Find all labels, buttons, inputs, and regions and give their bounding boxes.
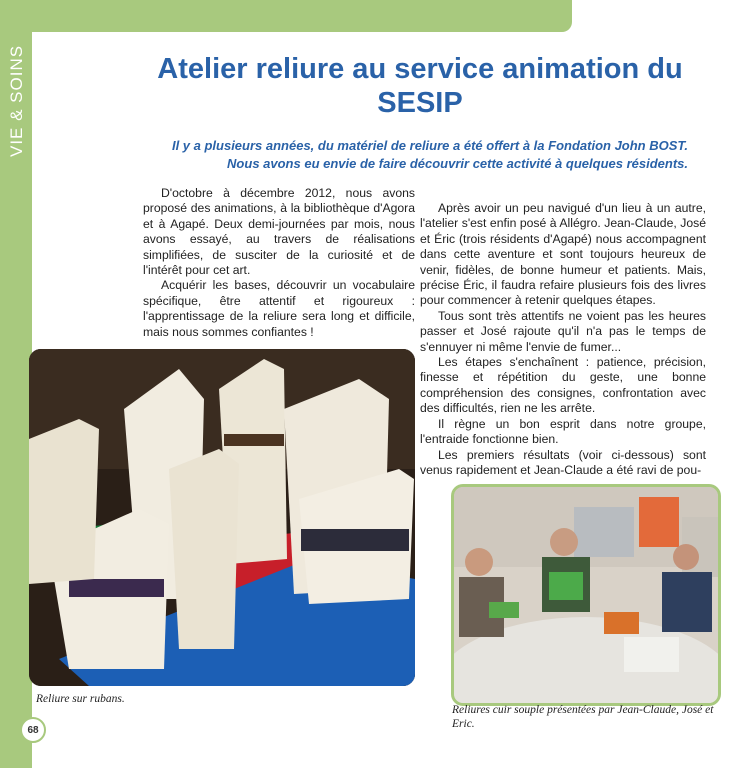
paragraph: Il règne un bon esprit dans notre groupe, l'entraide fonctionne bien. <box>420 416 706 447</box>
left-column <box>143 186 415 340</box>
group-photo-caption: Reliures cuir souple présentées par Jean-Claude, José et Eric. <box>452 704 714 730</box>
top-green-band <box>0 0 572 32</box>
paragraph: Les étapes s'enchaînent : patience, précision, finesse et répétition du geste, une bonne compréhension des consignes, confrontation avec des difficultés, rien ne les arrête. <box>420 355 706 416</box>
books-photo <box>29 349 415 686</box>
paragraph: Après avoir un peu navigué d'un lieu à un autre, l'atelier s'est enfin posé à Allégro. Jean-Claude, José et Éric (trois résidents d'Agapé) nous accompagnent dans cette aventure et sont toujours heureux de venir, fidèles, de bonne humeur et patients. Mais, précise Éric, il faudra refaire plusieurs fois des livres pour commencer à retenir quelques étapes. <box>420 201 706 308</box>
paragraph: Les premiers résultats (voir ci-dessous) sont venus rapidement et Jean-Claude a été ravi de pou- <box>420 447 706 477</box>
right-column <box>420 201 706 478</box>
paragraph: Tous sont très attentifs ne voient pas les heures passer et José rajoute qu'il n'a pas le temps de s'ennuyer ni même l'envie de fumer... <box>420 308 706 354</box>
page-number: 68 <box>20 717 46 743</box>
group-photo <box>451 484 721 706</box>
paragraph: Acquérir les bases, découvrir un vocabulaire spécifique, être attentif et rigoureux : l'apprentissage de la reliure sera long et difficile, mais nous sommes confiantes ! <box>143 278 415 339</box>
section-label: VIE & SOINS <box>7 44 26 158</box>
books-photo-caption: Reliure sur rubans. <box>36 693 125 705</box>
article-title: Atelier reliure au service animation du SESIP <box>157 53 683 119</box>
article-intro: Il y a plusieurs années, du matériel de reliure a été offert à la Fondation John BOST. Nous avons eu envie de faire découvrir cette activité à quelques résidents. <box>171 138 688 171</box>
paragraph: D'octobre à décembre 2012, nous avons proposé des animations, à la bibliothèque d'Agora et à Agapé. Deux demi-journées par mois, nous avons essayé, au travers de réalisations simplifiées, de susciter de la curiosité et de l'intérêt pour cet art. <box>143 186 415 278</box>
